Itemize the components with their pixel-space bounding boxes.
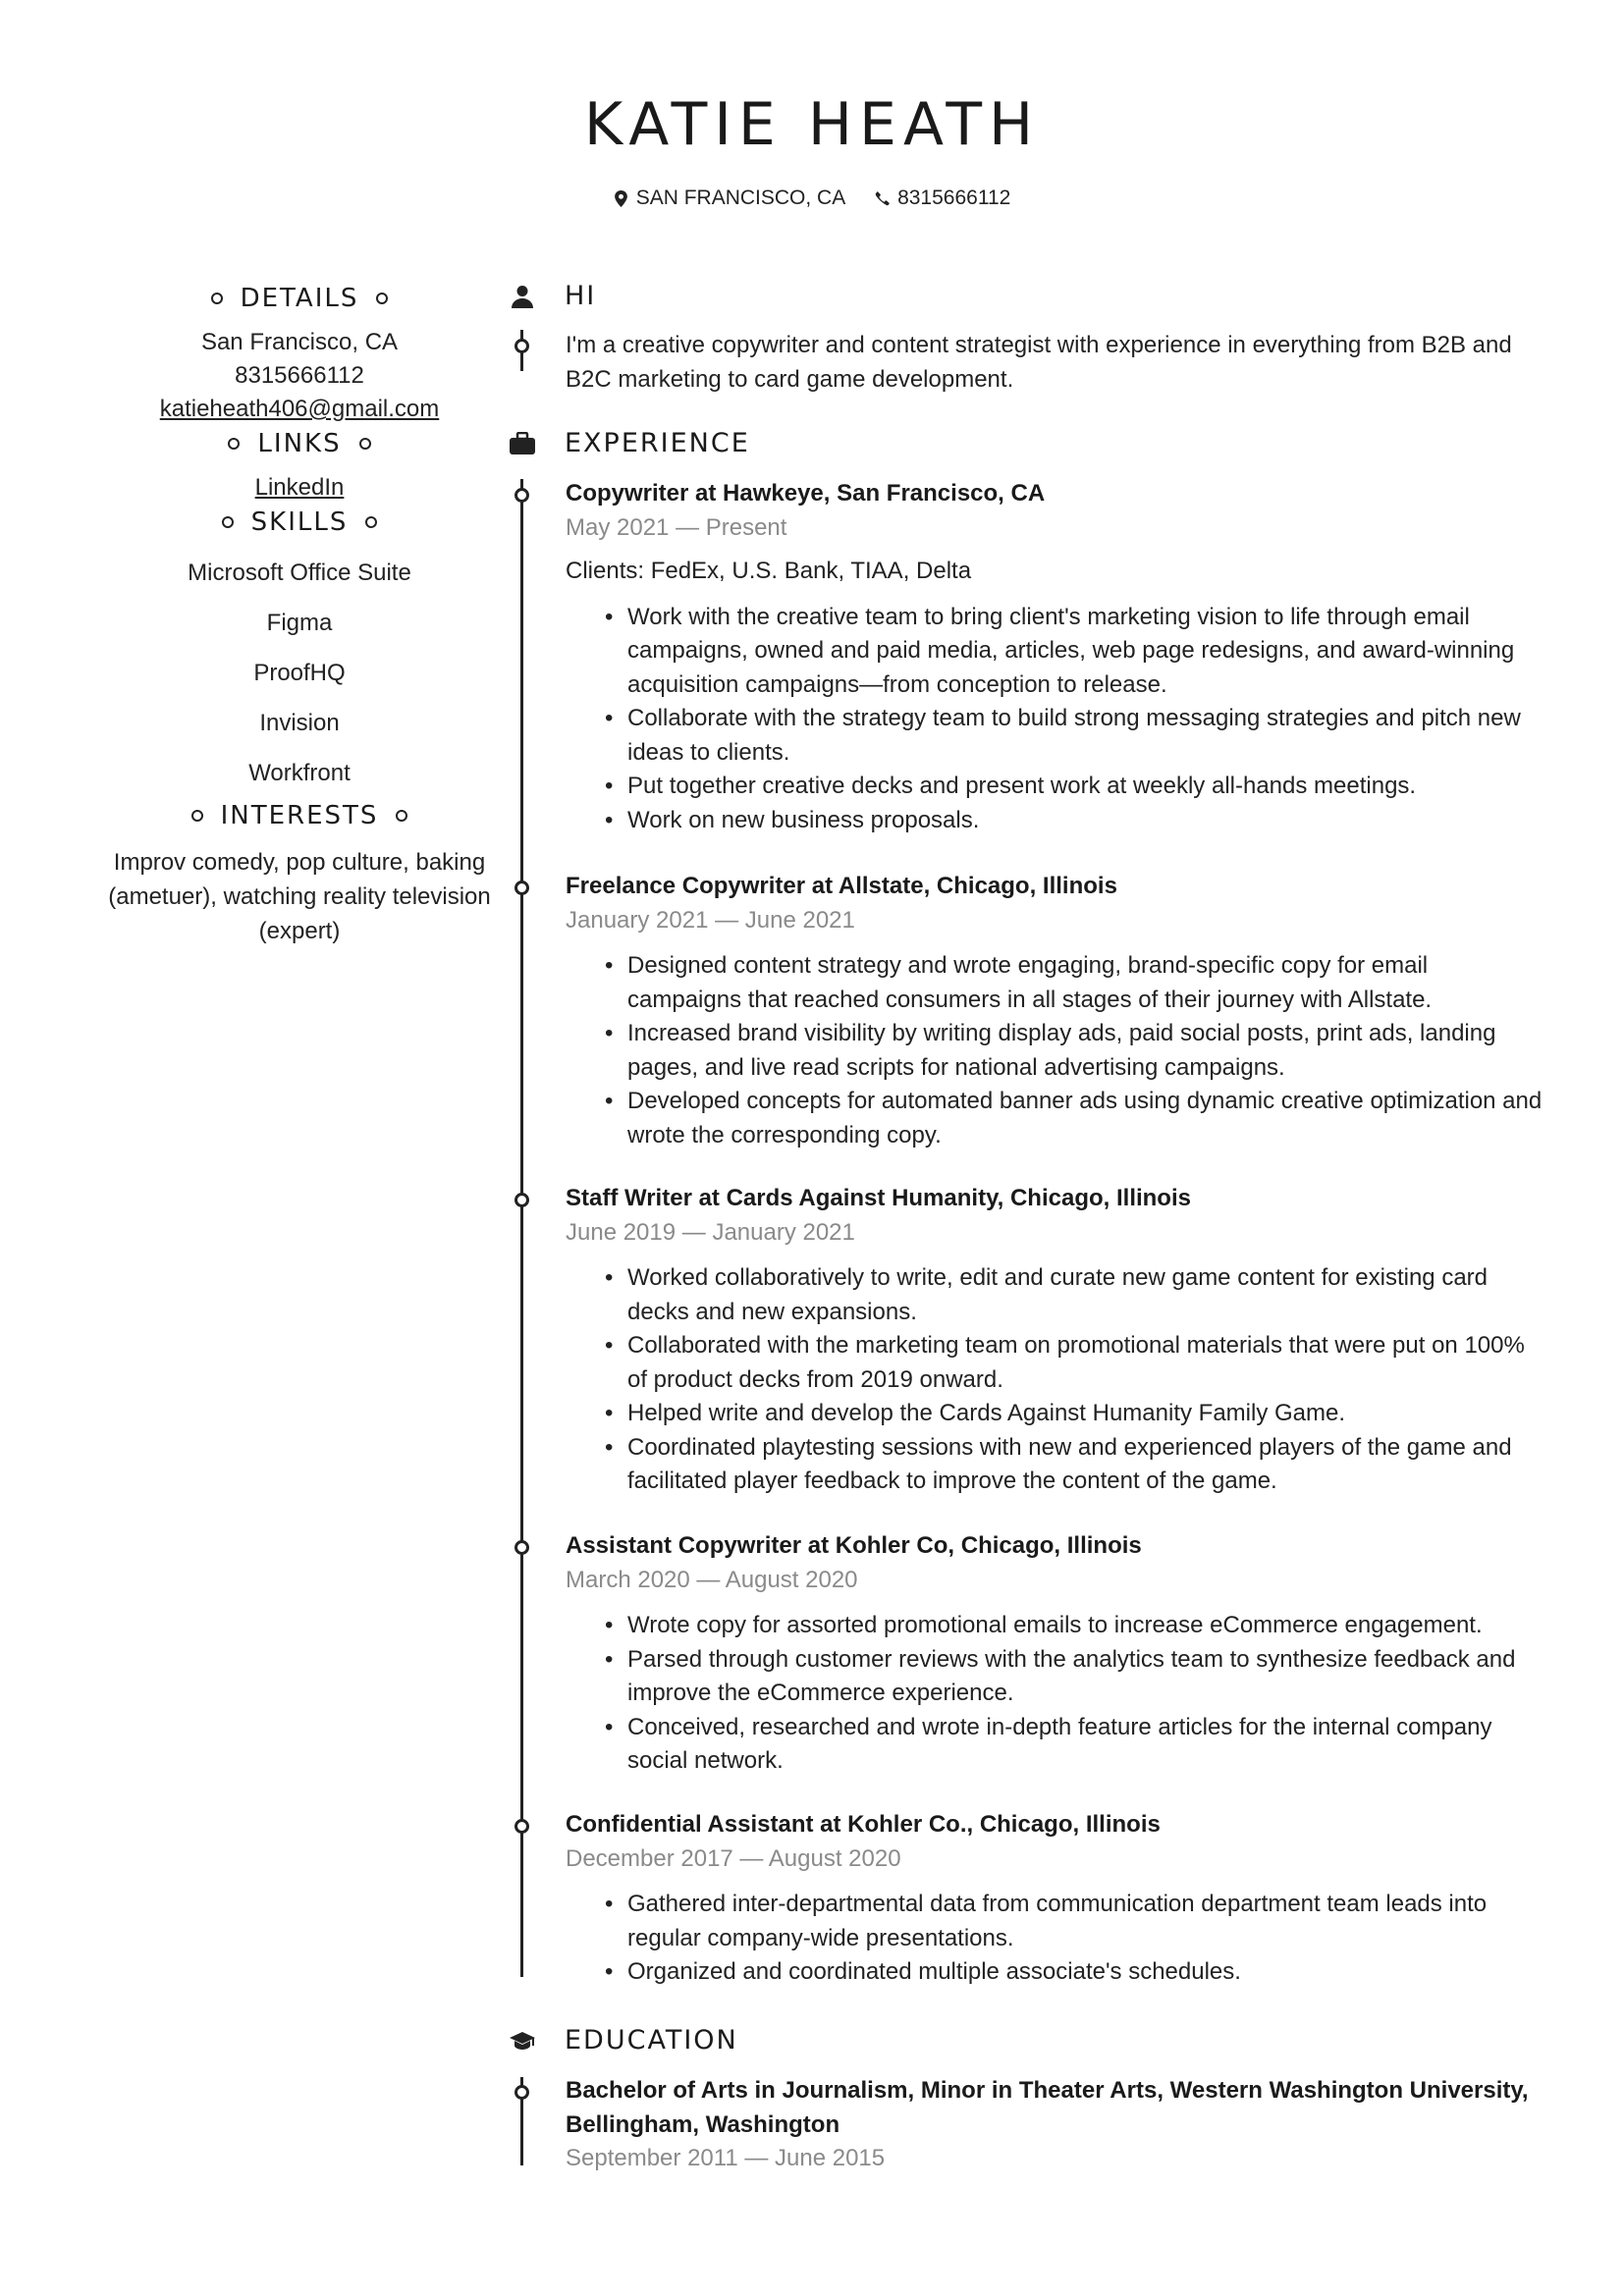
timeline-dot [514,1540,529,1555]
job-bullet: • Collaborate with the strategy team to build strong messaging strategies and pitch new ideas to clients. [605,702,1547,770]
job-dates: December 2017 — August 2020 [566,1844,901,1872]
job-bullet: • Coordinated playtesting sessions with new and experienced players of the game and facilitated player feedback to improve the content of the game. [605,1431,1547,1499]
job-clients: Clients: FedEx, U.S. Bank, TIAA, Delta [566,558,972,584]
experience-heading [501,428,750,458]
skills-list [98,548,501,798]
interests-text: Improv comedy, pop culture, baking (ametuer), watching reality television (expert) [108,849,491,944]
links-heading [98,426,501,461]
job-bullet: • Organized and coordinated multiple associate's schedules. [605,1955,1547,1990]
job-title: Freelance Copywriter at Allstate, Chicago, Illinois [566,873,1117,899]
details-heading [98,281,501,316]
job-dates: May 2021 — Present [566,513,787,541]
timeline-dot [514,2085,529,2100]
job-bullets [566,949,1547,1152]
profile-heading [501,281,596,311]
skill-item: ProofHQ [253,660,346,686]
header-location [614,187,846,210]
ring-icon [365,516,377,528]
job-dates: January 2021 — June 2021 [566,906,855,934]
details-email-link[interactable]: katieheath406@gmail.com [159,396,440,422]
links-block [98,471,501,505]
timeline-dot [514,1193,529,1207]
ring-icon [191,810,203,822]
interests-heading [98,798,501,833]
timeline-dot [514,881,529,895]
skill-item: Figma [266,610,333,636]
linkedin-link[interactable]: LinkedIn [254,474,345,501]
job-entry [566,870,1547,1152]
timeline-dot [514,339,529,353]
job-bullets [566,1261,1547,1499]
sidebar [98,281,501,948]
profile-summary: I'm a creative copywriter and content strategist with experience in everything from B2B and B2C marketing to card game development. [566,332,1512,393]
profile-title: HI [565,281,597,311]
experience-timeline-line [520,479,523,1977]
education-degree: Bachelor of Arts in Journalism, Minor in Theater Arts, Western Washington University, Bellingham, Washington [566,2077,1529,2138]
experience-title: EXPERIENCE [565,428,750,458]
job-bullets [566,1888,1547,1990]
education-heading [501,2025,738,2056]
ring-icon [359,438,371,450]
job-bullet: • Work with the creative team to bring client's marketing vision to life through email campaigns, owned and paid media, articles, web page redesigns, and award-winning acquisition campaigns—from conception to release. [605,601,1547,703]
ring-icon [376,293,388,304]
job-bullet: • Increased brand visibility by writing display ads, paid social posts, print ads, landing pages, and live read scripts for national advertising campaigns. [605,1017,1547,1085]
job-title: Assistant Copywriter at Kohler Co, Chicago, Illinois [566,1532,1142,1559]
job-bullet: • Conceived, researched and wrote in-depth feature articles for the internal company social network. [605,1711,1547,1779]
job-bullets [566,601,1547,838]
interests-title: INTERESTS [220,801,379,830]
job-bullet: • Work on new business proposals. [605,804,1547,838]
person-icon [510,285,535,308]
job-bullet: • Developed concepts for automated banner ads using dynamic creative optimization and wrote the corresponding copy. [605,1085,1547,1152]
skill-item: Invision [259,710,340,736]
details-phone: 8315666112 [235,362,364,389]
graduation-cap-icon [510,2029,535,2053]
job-title: Staff Writer at Cards Against Humanity, Chicago, Illinois [566,1185,1191,1211]
job-entry [566,477,1547,837]
job-bullet: • Parsed through customer reviews with the analytics team to synthesize feedback and improve the eCommerce experience. [605,1643,1547,1711]
candidate-name: KATIE HEATH [583,90,1041,159]
ring-icon [211,293,223,304]
links-title: LINKS [257,429,342,458]
skills-title: SKILLS [250,507,349,537]
job-entry [566,1529,1547,1779]
job-bullet: • Put together creative decks and present work at weekly all-hands meetings. [605,770,1547,804]
timeline-dot [514,488,529,503]
skills-heading [98,505,501,540]
timeline-dot [514,1819,529,1834]
job-title: Confidential Assistant at Kohler Co., Chicago, Illinois [566,1811,1161,1838]
header-phone-text: 8315666112 [897,187,1011,209]
job-bullet: • Designed content strategy and wrote engaging, brand-specific copy for email campaigns that reached consumers in all stages of their journey with Allstate. [605,949,1547,1017]
job-bullets [566,1609,1547,1779]
ring-icon [222,516,234,528]
phone-icon [875,190,890,207]
job-bullet: • Wrote copy for assorted promotional emails to increase eCommerce engagement. [605,1609,1547,1643]
job-bullet: • Worked collaboratively to write, edit and curate new game content for existing card decks and new expansions. [605,1261,1547,1329]
job-entry [566,1182,1547,1499]
job-dates: March 2020 — August 2020 [566,1566,858,1593]
job-entry [566,1808,1547,1990]
skill-item: Microsoft Office Suite [188,560,411,586]
education-title: EDUCATION [565,2025,738,2056]
header-location-text: SAN FRANCISCO, CA [635,187,846,209]
header-phone [875,187,1010,210]
details-block [98,326,501,426]
job-title: Copywriter at Hawkeye, San Francisco, CA [566,480,1046,507]
details-title: DETAILS [240,284,359,313]
job-bullet: • Gathered inter-departmental data from communication department team leads into regular company-wide presentations. [605,1888,1547,1955]
job-bullet: • Helped write and develop the Cards Against Humanity Family Game. [605,1397,1547,1431]
skill-item: Workfront [248,760,351,786]
map-pin-icon [614,190,628,207]
job-dates: June 2019 — January 2021 [566,1218,855,1246]
education-entry [566,2074,1547,2176]
briefcase-icon [510,432,535,455]
education-dates: September 2011 — June 2015 [566,2145,886,2171]
ring-icon [396,810,407,822]
details-city: San Francisco, CA [200,329,399,355]
job-bullet: • Collaborated with the marketing team on promotional materials that were put on 100% of product decks from 2019 onward. [605,1329,1547,1397]
ring-icon [228,438,240,450]
header-contact-line [0,187,1624,213]
